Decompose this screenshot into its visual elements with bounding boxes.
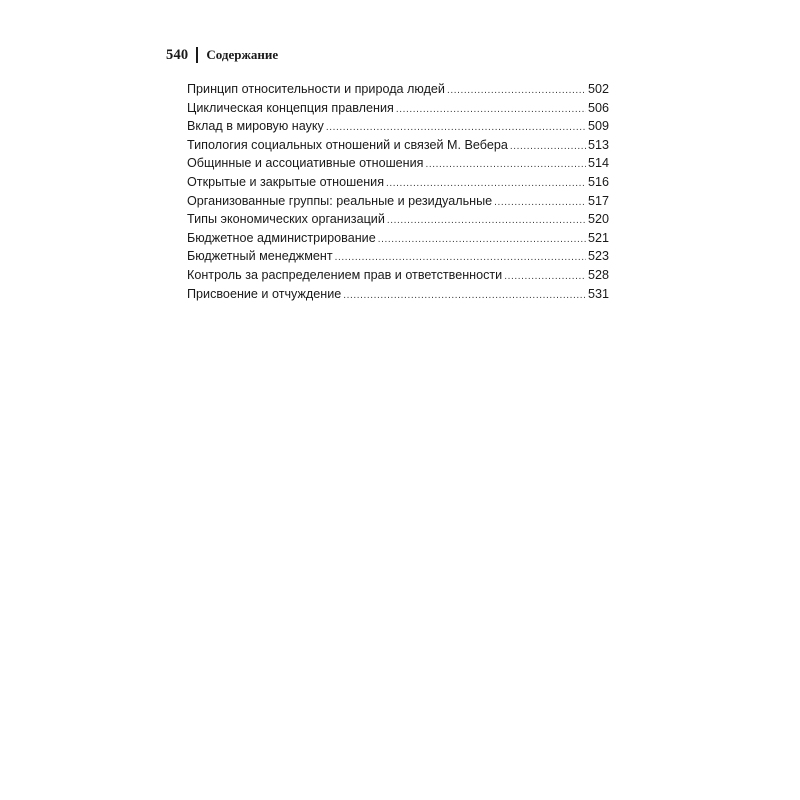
toc-dot-leader (387, 212, 586, 229)
toc-entry-title: Бюджетный менеджмент (187, 249, 333, 264)
toc-dot-leader (335, 249, 586, 266)
toc-entry (187, 80, 609, 99)
toc-entry-title: Типы экономических организаций (187, 212, 385, 227)
toc-entry-title: Принцип относительности и природа людей (187, 82, 445, 96)
toc-entry (187, 192, 609, 211)
toc-entry-page: 506 (587, 100, 609, 115)
header-divider (196, 47, 198, 63)
toc-entry (187, 154, 609, 173)
page-number: 540 (166, 47, 189, 63)
toc-entry-title: Открытые и закрытые отношения (187, 174, 385, 189)
toc-entry (187, 266, 609, 285)
toc-entry-page: 509 (587, 119, 609, 134)
toc-entry-title: Организованные группы: реальные и резидуальные (187, 193, 493, 208)
toc-entry-page: 517 (587, 193, 609, 208)
toc-entry-page: 520 (587, 212, 609, 227)
toc-entry (187, 229, 609, 248)
toc-dot-leader (504, 268, 586, 285)
toc-entry-page: 528 (587, 267, 609, 282)
toc-entry (187, 136, 609, 155)
toc-entry-title: Вклад в мировую науку (187, 119, 324, 134)
toc-dot-leader (326, 119, 586, 136)
running-head (166, 46, 278, 64)
toc-entry (187, 99, 609, 118)
toc-entry-page: 502 (587, 82, 609, 96)
toc-entry-page: 516 (587, 174, 609, 189)
toc-entry-page: 521 (587, 230, 609, 245)
section-title: Содержание (206, 47, 279, 62)
toc-entry-page: 513 (587, 137, 609, 152)
toc-dot-leader (426, 156, 586, 173)
toc-entry-page: 531 (587, 286, 609, 301)
toc-dot-leader (343, 287, 586, 304)
toc-dot-leader (386, 175, 586, 192)
toc-entry-page: 514 (587, 156, 609, 171)
toc-entry-title: Контроль за распределением прав и ответственности (187, 267, 503, 282)
toc-entry (187, 173, 609, 192)
toc-entry (187, 247, 609, 266)
toc-dot-leader (447, 82, 586, 99)
toc-dot-leader (396, 101, 586, 118)
toc-entry (187, 210, 609, 229)
toc-entry-title: Бюджетное администрирование (187, 230, 376, 245)
toc-dot-leader (510, 138, 586, 155)
toc-entry-title: Присвоение и отчуждение (187, 286, 342, 301)
toc-dot-leader (494, 194, 586, 211)
toc-entry-title: Типология социальных отношений и связей М. Вебера (187, 137, 508, 152)
toc-entry (187, 285, 609, 304)
toc-dot-leader (378, 231, 586, 248)
toc-entry (187, 117, 609, 136)
toc-entry-title: Общинные и ассоциативные отношения (187, 156, 424, 171)
toc-entry-page: 523 (587, 249, 609, 264)
toc-entry-title: Циклическая концепция правления (187, 100, 394, 115)
table-of-contents (187, 80, 609, 303)
